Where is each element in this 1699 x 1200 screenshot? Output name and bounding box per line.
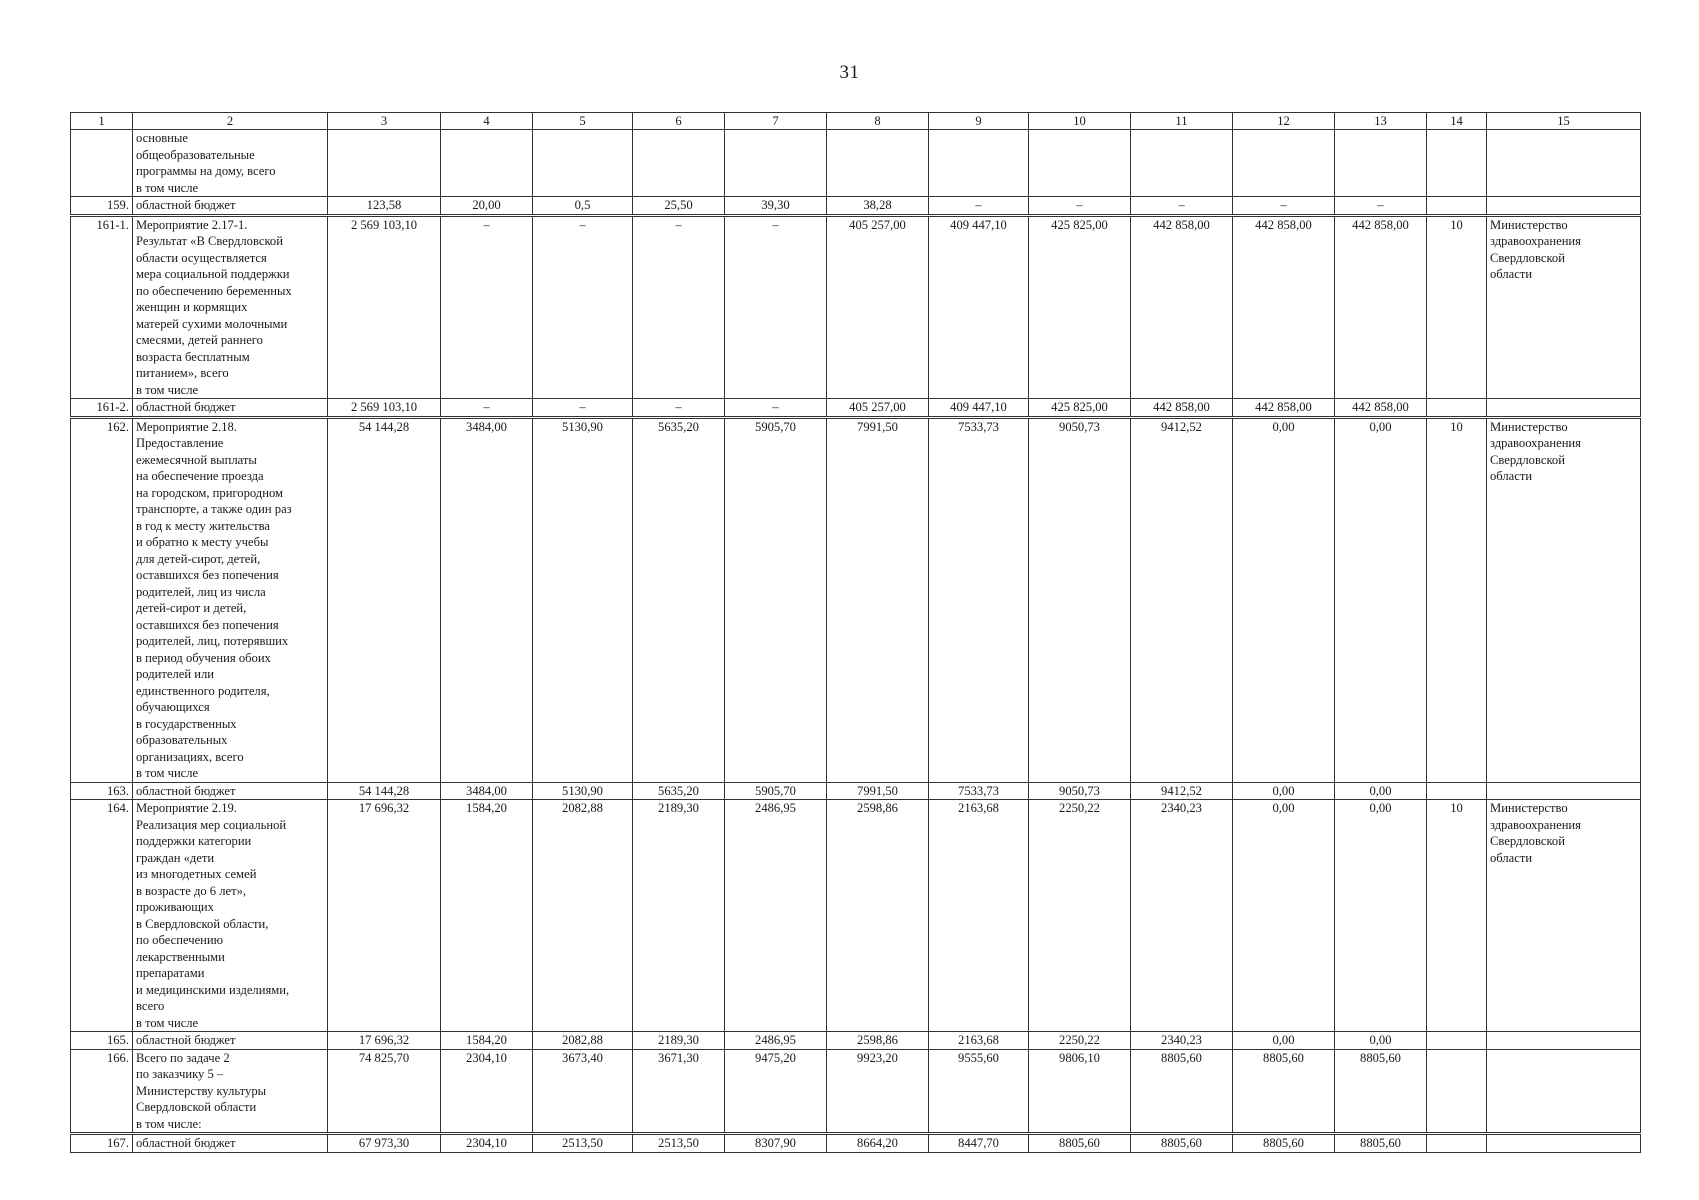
value-cell: 5130,90 [533,417,633,782]
table-row [71,800,1641,1032]
column-header: 14 [1427,113,1487,130]
row-number-cell: 166. [71,1049,133,1134]
table-row [71,197,1641,216]
value-cell: 0,00 [1335,782,1427,800]
code-cell [1427,782,1487,800]
value-cell [725,130,827,197]
column-header: 4 [441,113,533,130]
value-cell: 7533,73 [929,417,1029,782]
value-cell: 2486,95 [725,1032,827,1050]
row-name-cell: областной бюджет [133,1134,328,1153]
value-cell: 0,00 [1335,1032,1427,1050]
table-row [71,1134,1641,1153]
value-cell: 3484,00 [441,782,533,800]
value-cell: 442 858,00 [1131,215,1233,399]
value-cell: – [725,399,827,418]
value-cell: 17 696,32 [328,1032,441,1050]
value-cell: 123,58 [328,197,441,216]
value-cell: 54 144,28 [328,417,441,782]
value-cell: 405 257,00 [827,399,929,418]
value-cell: 0,00 [1335,417,1427,782]
value-cell: 0,00 [1233,782,1335,800]
value-cell: 20,00 [441,197,533,216]
value-cell: 2082,88 [533,800,633,1032]
value-cell [441,130,533,197]
header-row [71,113,1641,130]
code-cell [1427,130,1487,197]
code-cell [1427,1049,1487,1134]
row-number-cell: 161-2. [71,399,133,418]
value-cell: 8805,60 [1335,1134,1427,1153]
value-cell: 2513,50 [633,1134,725,1153]
code-cell [1427,197,1487,216]
value-cell: – [1233,197,1335,216]
value-cell: 8805,60 [1335,1049,1427,1134]
value-cell: 8805,60 [1233,1134,1335,1153]
row-name-cell: Мероприятие 2.18. Предоставление ежемесячной выплаты на обеспечение проезда на городском, пригородном транспорте, а также один раз в год к месту жительства и обратно к месту учебы для детей-сирот, детей, оставшихся без попечения родителей, лиц из числа детей-сирот и детей, оставшихся без попечения родителей, лиц, потерявших в период обучения обоих родителей или единственного родителя, обучающихся в государственных образовательных организациях, всего в том числе [133,417,328,782]
value-cell: 2598,86 [827,1032,929,1050]
value-cell: – [1335,197,1427,216]
row-name-cell: Мероприятие 2.19. Реализация мер социальной поддержки категории граждан «дети из многодетных семей в возрасте до 6 лет», проживающих в Свердловской области, по обеспечению лекарственными препаратами и медицинскими изделиями, всего в том числе [133,800,328,1032]
value-cell: 74 825,70 [328,1049,441,1134]
value-cell: 2082,88 [533,1032,633,1050]
value-cell: 2189,30 [633,1032,725,1050]
column-header: 13 [1335,113,1427,130]
value-cell [1029,130,1131,197]
row-name-cell: основные общеобразовательные программы на дому, всего в том числе [133,130,328,197]
value-cell: 9806,10 [1029,1049,1131,1134]
value-cell: – [1131,197,1233,216]
value-cell: 9050,73 [1029,417,1131,782]
value-cell [929,130,1029,197]
value-cell: 0,00 [1233,417,1335,782]
value-cell: 67 973,30 [328,1134,441,1153]
row-number-cell: 164. [71,800,133,1032]
value-cell: 9412,52 [1131,782,1233,800]
value-cell: 5130,90 [533,782,633,800]
table-body [71,113,1641,1153]
value-cell: 0,00 [1233,1032,1335,1050]
value-cell: 9412,52 [1131,417,1233,782]
responsible-cell [1487,1049,1641,1134]
row-number-cell: 165. [71,1032,133,1050]
value-cell: 0,5 [533,197,633,216]
value-cell: 442 858,00 [1233,399,1335,418]
budget-table [70,112,1641,1153]
value-cell: 409 447,10 [929,215,1029,399]
value-cell: 0,00 [1233,800,1335,1032]
value-cell [533,130,633,197]
value-cell: 442 858,00 [1131,399,1233,418]
code-cell [1427,399,1487,418]
row-number-cell: 167. [71,1134,133,1153]
table-row [71,130,1641,197]
value-cell: 2163,68 [929,800,1029,1032]
responsible-cell: Министерство здравоохранения Свердловской области [1487,800,1641,1032]
column-header: 9 [929,113,1029,130]
column-header: 7 [725,113,827,130]
column-header: 2 [133,113,328,130]
value-cell: 8447,70 [929,1134,1029,1153]
value-cell: 1584,20 [441,1032,533,1050]
table-row [71,399,1641,418]
value-cell: 5635,20 [633,782,725,800]
column-header: 8 [827,113,929,130]
value-cell: 9050,73 [1029,782,1131,800]
value-cell: 2 569 103,10 [328,215,441,399]
value-cell: 1584,20 [441,800,533,1032]
value-cell: 409 447,10 [929,399,1029,418]
value-cell [1335,130,1427,197]
value-cell: 25,50 [633,197,725,216]
value-cell: 2340,23 [1131,1032,1233,1050]
value-cell: – [929,197,1029,216]
value-cell: – [441,215,533,399]
table-row [71,417,1641,782]
column-header: 15 [1487,113,1641,130]
table-row [71,215,1641,399]
responsible-cell [1487,130,1641,197]
value-cell: 3671,30 [633,1049,725,1134]
value-cell [827,130,929,197]
value-cell: 2250,22 [1029,800,1131,1032]
value-cell: 2 569 103,10 [328,399,441,418]
value-cell: 2250,22 [1029,1032,1131,1050]
value-cell: 425 825,00 [1029,399,1131,418]
value-cell: 2598,86 [827,800,929,1032]
value-cell: – [533,399,633,418]
responsible-cell [1487,197,1641,216]
value-cell: 8805,60 [1233,1049,1335,1134]
value-cell: – [725,215,827,399]
table-row [71,782,1641,800]
column-header: 1 [71,113,133,130]
value-cell: – [533,215,633,399]
code-cell: 10 [1427,800,1487,1032]
code-cell: 10 [1427,215,1487,399]
value-cell: – [1029,197,1131,216]
value-cell: 9923,20 [827,1049,929,1134]
value-cell: 7991,50 [827,782,929,800]
value-cell: 8307,90 [725,1134,827,1153]
row-name-cell: областной бюджет [133,197,328,216]
row-number-cell: 163. [71,782,133,800]
value-cell: 9475,20 [725,1049,827,1134]
code-cell: 10 [1427,417,1487,782]
responsible-cell [1487,1032,1641,1050]
value-cell: 442 858,00 [1233,215,1335,399]
value-cell: 2340,23 [1131,800,1233,1032]
value-cell: 7991,50 [827,417,929,782]
value-cell: 54 144,28 [328,782,441,800]
value-cell: 442 858,00 [1335,215,1427,399]
row-name-cell: Всего по задаче 2 по заказчику 5 – Министерству культуры Свердловской области в том числе: [133,1049,328,1134]
value-cell: 3484,00 [441,417,533,782]
value-cell: 0,00 [1335,800,1427,1032]
responsible-cell: Министерство здравоохранения Свердловской области [1487,215,1641,399]
value-cell: 5905,70 [725,782,827,800]
column-header: 3 [328,113,441,130]
row-name-cell: областной бюджет [133,1032,328,1050]
column-header: 12 [1233,113,1335,130]
value-cell: 8805,60 [1131,1049,1233,1134]
value-cell: – [441,399,533,418]
value-cell: 2163,68 [929,1032,1029,1050]
responsible-cell [1487,1134,1641,1153]
row-name-cell: областной бюджет [133,399,328,418]
value-cell: 5905,70 [725,417,827,782]
value-cell [633,130,725,197]
row-number-cell [71,130,133,197]
column-header: 5 [533,113,633,130]
column-header: 6 [633,113,725,130]
value-cell [328,130,441,197]
responsible-cell: Министерство здравоохранения Свердловской области [1487,417,1641,782]
row-number-cell: 161-1. [71,215,133,399]
value-cell: 5635,20 [633,417,725,782]
row-name-cell: областной бюджет [133,782,328,800]
responsible-cell [1487,782,1641,800]
column-header: 11 [1131,113,1233,130]
table-row [71,1032,1641,1050]
table-row [71,1049,1641,1134]
value-cell: 8805,60 [1029,1134,1131,1153]
value-cell: 2304,10 [441,1049,533,1134]
value-cell: 2513,50 [533,1134,633,1153]
value-cell: 2189,30 [633,800,725,1032]
page-number: 31 [839,62,860,83]
value-cell [1131,130,1233,197]
value-cell: 2304,10 [441,1134,533,1153]
value-cell: 38,28 [827,197,929,216]
value-cell: 7533,73 [929,782,1029,800]
value-cell: 9555,60 [929,1049,1029,1134]
column-header: 10 [1029,113,1131,130]
code-cell [1427,1032,1487,1050]
value-cell: – [633,215,725,399]
value-cell [1233,130,1335,197]
value-cell: 3673,40 [533,1049,633,1134]
row-number-cell: 162. [71,417,133,782]
value-cell: 39,30 [725,197,827,216]
value-cell: 442 858,00 [1335,399,1427,418]
value-cell: – [633,399,725,418]
row-name-cell: Мероприятие 2.17-1. Результат «В Свердловской области осуществляется мера социальной поддержки по обеспечению беременных женщин и кормящих матерей сухими молочными смесями, детей раннего возраста бесплатным питанием», всего в том числе [133,215,328,399]
value-cell: 8805,60 [1131,1134,1233,1153]
value-cell: 8664,20 [827,1134,929,1153]
responsible-cell [1487,399,1641,418]
value-cell: 2486,95 [725,800,827,1032]
value-cell: 405 257,00 [827,215,929,399]
value-cell: 17 696,32 [328,800,441,1032]
row-number-cell: 159. [71,197,133,216]
code-cell [1427,1134,1487,1153]
value-cell: 425 825,00 [1029,215,1131,399]
